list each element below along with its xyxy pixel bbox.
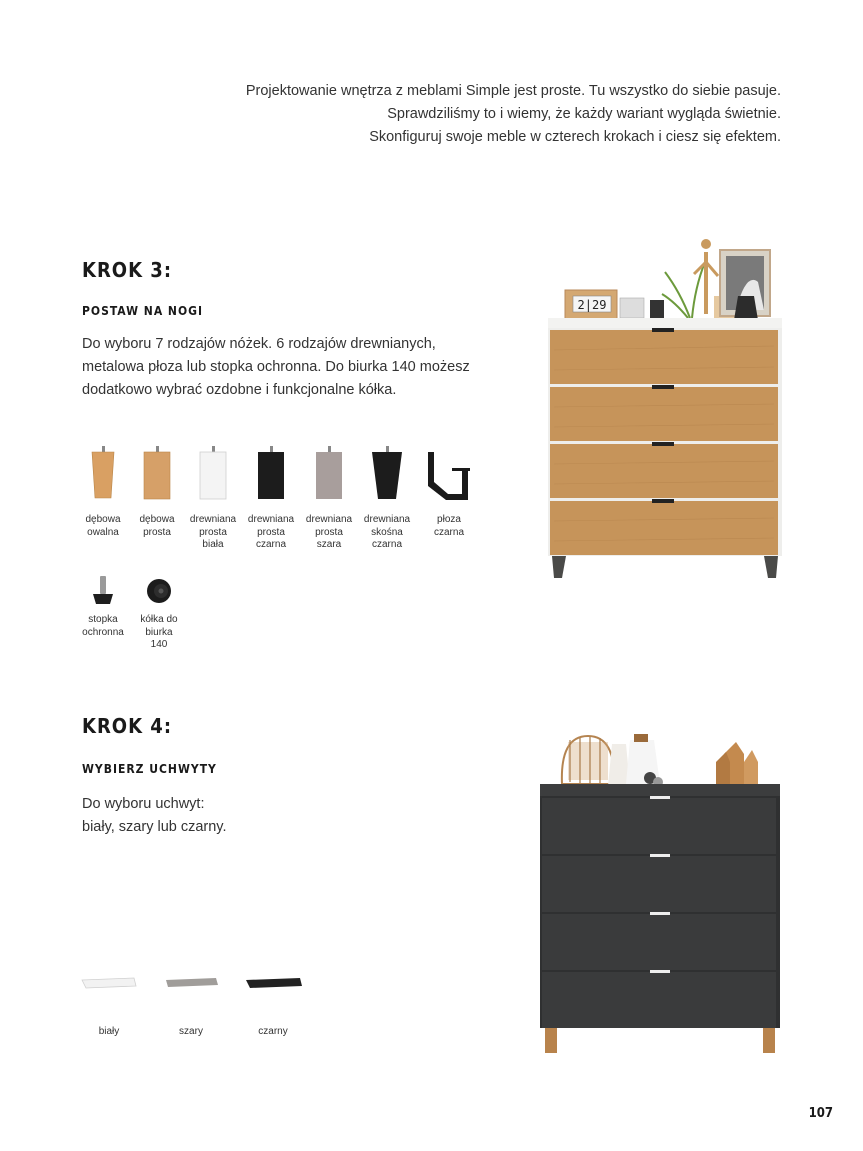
intro-line: Skonfiguruj swoje meble w czterech krokach i ciesz się efektem. bbox=[369, 129, 781, 145]
handle-option-black[interactable] bbox=[238, 974, 308, 1037]
protective-foot-image bbox=[72, 574, 134, 612]
leg-black-slanted-image bbox=[356, 444, 418, 500]
step4-desc-line: Do wyboru uchwyt: bbox=[82, 796, 205, 812]
dark-dresser-photo bbox=[530, 728, 790, 1058]
leg-label: prosta bbox=[257, 526, 285, 538]
intro-line: Projektowanie wnętrza z meblami Simple jest proste. Tu wszystko do siebie pasuje. bbox=[245, 83, 781, 99]
leg-label: czarna bbox=[433, 526, 464, 538]
leg-oak-straight-image bbox=[126, 444, 188, 500]
step3-description bbox=[82, 333, 470, 402]
intro-text bbox=[246, 80, 781, 149]
leg-label: szara bbox=[316, 539, 342, 550]
leg-label: czarna bbox=[255, 539, 286, 550]
handle-label: czarny bbox=[258, 1026, 288, 1037]
extra-label: biurka bbox=[145, 626, 173, 638]
oak-dresser-photo bbox=[540, 232, 790, 584]
leg-label: skośna bbox=[371, 526, 403, 538]
leg-label: dębowa bbox=[85, 514, 121, 525]
leg-option-black-slanted[interactable] bbox=[356, 444, 418, 552]
leg-option-grey[interactable] bbox=[298, 444, 360, 552]
step3-desc-line: metalowa płoza lub stopka ochronna. Do biurka 140 możesz bbox=[82, 359, 470, 375]
leg-label: czarna bbox=[371, 539, 402, 550]
leg-label: drewniana bbox=[247, 514, 295, 525]
leg-label: drewniana bbox=[189, 514, 237, 525]
wheel-image bbox=[128, 574, 190, 612]
handle-option-grey[interactable] bbox=[156, 974, 226, 1037]
leg-option-white[interactable] bbox=[182, 444, 244, 552]
leg-label: prosta bbox=[199, 526, 227, 538]
handle-black-image bbox=[238, 974, 308, 994]
step4-desc-line: biały, szary lub czarny. bbox=[82, 819, 227, 835]
leg-option-oak-straight[interactable] bbox=[126, 444, 188, 539]
extra-label: 140 bbox=[150, 639, 168, 650]
extra-option-wheels[interactable] bbox=[128, 574, 190, 652]
handle-grey-image bbox=[156, 974, 226, 994]
leg-grey-image bbox=[298, 444, 360, 500]
page-number: 107 bbox=[808, 1106, 833, 1121]
clock-display: 2|29 bbox=[577, 298, 607, 312]
step3-desc-line: dodatkowo wybrać ozdobne i funkcjonalne kółka. bbox=[82, 382, 397, 398]
leg-option-sled[interactable] bbox=[418, 444, 480, 539]
extra-label: stopka bbox=[88, 614, 118, 625]
extra-label: kółka do bbox=[140, 614, 178, 625]
step3-title: KROK 3: bbox=[82, 258, 173, 282]
handle-label: biały bbox=[98, 1026, 120, 1037]
step4-subtitle: WYBIERZ UCHWYTY bbox=[82, 762, 217, 776]
step3-desc-line: Do wyboru 7 rodzajów nóżek. 6 rodzajów drewnianych, bbox=[82, 336, 436, 352]
leg-label: drewniana bbox=[305, 514, 353, 525]
leg-option-oak-oval[interactable] bbox=[72, 444, 134, 539]
handle-label: szary bbox=[179, 1026, 203, 1037]
leg-label: płoza bbox=[437, 514, 461, 525]
leg-oak-oval-image bbox=[72, 444, 134, 500]
extra-label: ochronna bbox=[82, 626, 124, 638]
leg-sled-image bbox=[418, 444, 480, 500]
leg-label: owalna bbox=[87, 526, 119, 538]
step4-title: KROK 4: bbox=[82, 714, 173, 738]
leg-label: dębowa bbox=[139, 514, 175, 525]
leg-label: drewniana bbox=[363, 514, 411, 525]
leg-white-image bbox=[182, 444, 244, 500]
step4-description bbox=[82, 793, 227, 839]
step3-subtitle: POSTAW NA NOGI bbox=[82, 304, 204, 318]
handle-white-image bbox=[74, 974, 144, 994]
leg-label: prosta bbox=[143, 526, 171, 538]
leg-label: biała bbox=[202, 539, 224, 550]
leg-option-black[interactable] bbox=[240, 444, 302, 552]
handle-option-white[interactable] bbox=[74, 974, 144, 1037]
extra-option-protective-foot[interactable] bbox=[72, 574, 134, 639]
leg-label: prosta bbox=[315, 526, 343, 538]
intro-line: Sprawdziliśmy to i wiemy, że każdy wariant wygląda świetnie. bbox=[387, 106, 781, 122]
leg-black-image bbox=[240, 444, 302, 500]
